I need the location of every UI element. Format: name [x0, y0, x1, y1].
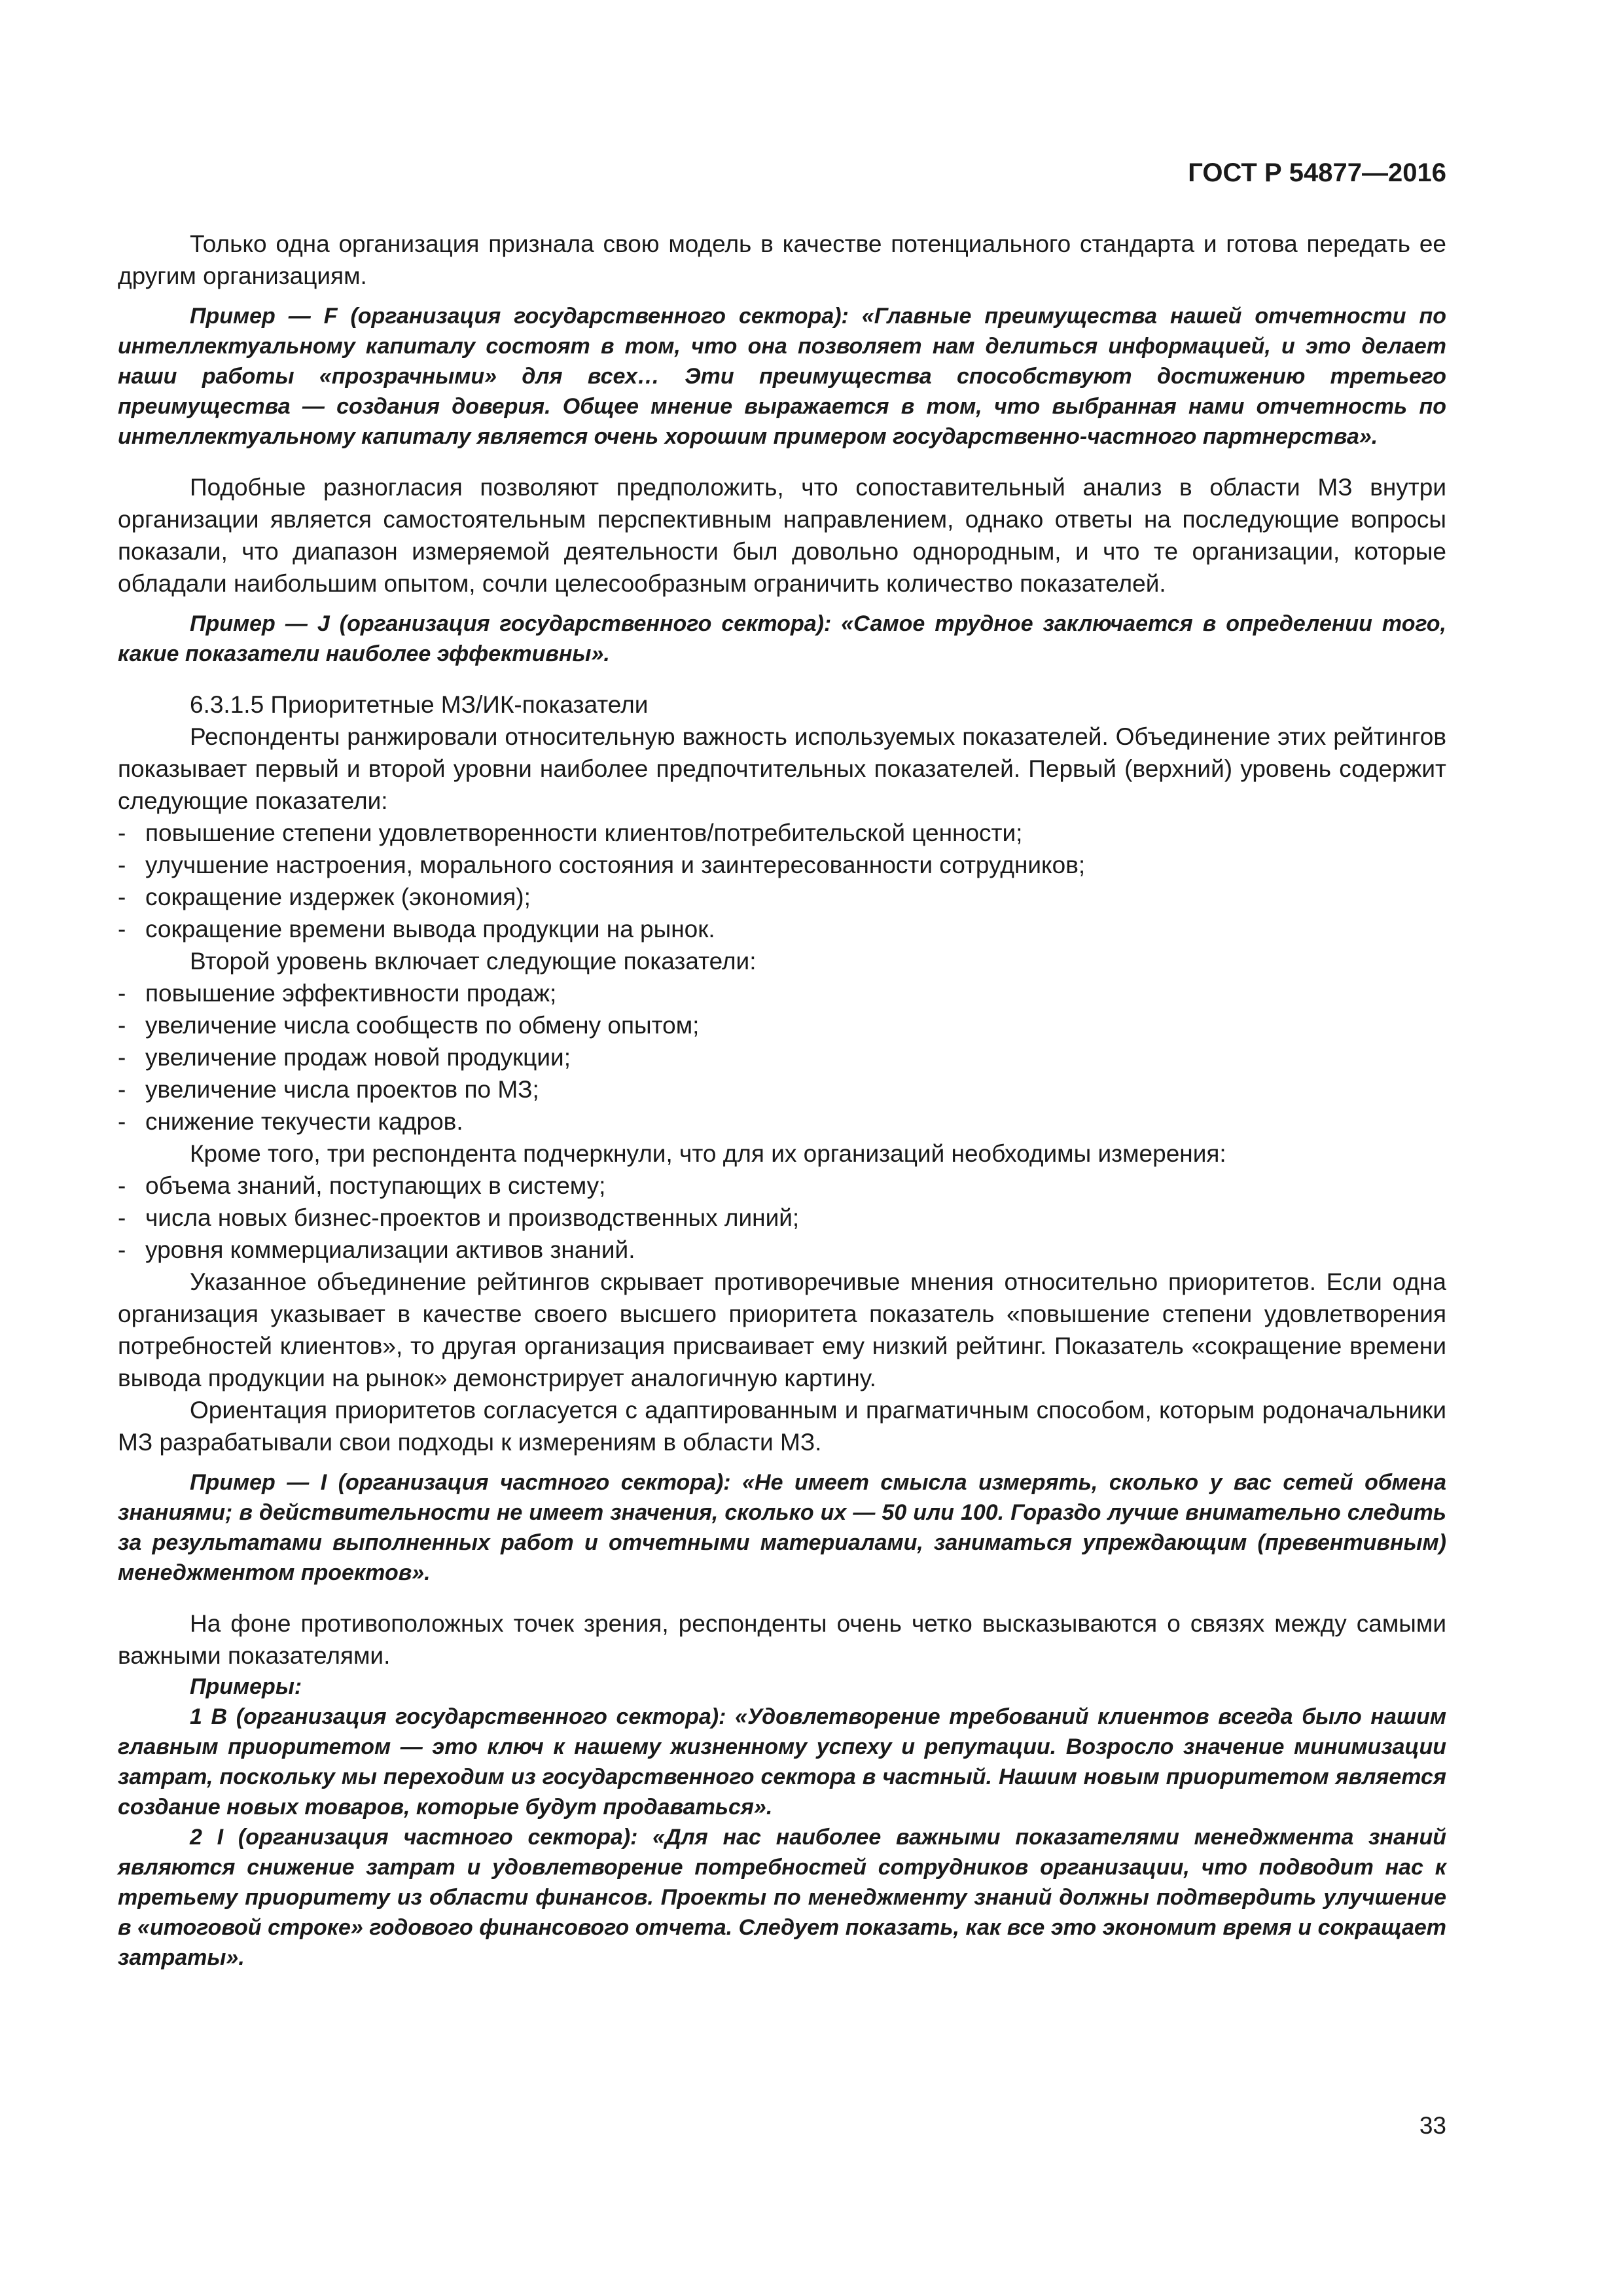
paragraph-5: Кроме того, три респондента подчеркнули, что для их организаций необходимы измерения:: [190, 1140, 1226, 1167]
example-f: Пример — F (организация государственного сектора): «Главные преимущества нашей отчетности по интеллектуальному капиталу состоят в том, что она позволяет нам делиться информацией, и это делает наши работы «прозрачными» для всех… Эти преимущества способствуют достижению третьего преимущества — создания доверия. Общее мнение выражается в том, что выбранная нами отчетность по интеллектуальному капиталу является очень хорошим примером государственно-частного партнерства».: [118, 304, 1446, 449]
list-item: - объема знаний, поступающих в систему;: [118, 1172, 606, 1199]
list-first-level: [118, 817, 1446, 945]
list-item: - повышение эффективности продаж;: [118, 980, 557, 1007]
list-second-level: [118, 977, 1446, 1138]
list-item: - улучшение настроения, морального состояния и заинтересованности сотрудников;: [118, 852, 1086, 878]
paragraph-7: Ориентация приоритетов согласуется с адаптированным и прагматичным способом, которым родоначальники МЗ разрабатывали свои подходы к измерениям в области МЗ.: [118, 1397, 1446, 1456]
paragraph-3: Респонденты ранжировали относительную важность используемых показателей. Объединение этих рейтингов показывает первый и второй уровни наиболее предпочтительных показателей. Первый (верхний) уровень содержит следующие показатели:: [118, 723, 1446, 814]
list-item: - увеличение продаж новой продукции;: [118, 1044, 571, 1071]
document-page: [118, 157, 1446, 1973]
paragraph-6: Указанное объединение рейтингов скрывает противоречивые мнения относительно приоритетов. Если одна организация указывает в качестве своего высшего приоритета показатель «повышение степени удовлетворения потребностей клиентов», то другая организация присваивает ему низкий рейтинг. Показатель «сокращение времени вывода продукции на рынок» демонстрирует аналогичную картину.: [118, 1268, 1446, 1391]
list-item: - увеличение числа сообществ по обмену опытом;: [118, 1012, 700, 1039]
list-item: - увеличение числа проектов по МЗ;: [118, 1076, 539, 1103]
list-item: - сокращение издержек (экономия);: [118, 884, 531, 910]
example-item-1: 1 B (организация государственного сектора): «Удовлетворение требований клиентов всегда было нашим главным приоритетом — это ключ к нашему жизненному успеху и репутации. Возросло значение минимизации затрат, поскольку мы переходим из государственного сектора в частный. Нашим новым приоритетом является создание новых товаров, которые будут продаваться».: [118, 1704, 1446, 1820]
example-j: Пример — J (организация государственного сектора): «Самое трудное заключается в определении того, какие показатели наиболее эффективны».: [118, 611, 1446, 666]
examples-title: Примеры:: [190, 1674, 302, 1699]
paragraph-8: На фоне противоположных точек зрения, респонденты очень четко высказываются о связях между самыми важными показателями.: [118, 1610, 1446, 1669]
paragraph-2: Подобные разногласия позволяют предположить, что сопоставительный анализ в области МЗ внутри организации является самостоятельным перспективным направлением, однако ответы на последующие вопросы показали, что диапазон измеряемой деятельности был довольно однородным, и что те организации, которые обладали наибольшим опытом, сочли целесообразным ограничить количество показателей.: [118, 474, 1446, 597]
list-item: - сокращение времени вывода продукции на рынок.: [118, 916, 715, 942]
page-number: 33: [1419, 2112, 1446, 2139]
list-measurements: [118, 1170, 1446, 1266]
list-item: - снижение текучести кадров.: [118, 1108, 463, 1135]
paragraph-1: Только одна организация признала свою модель в качестве потенциального стандарта и готова передать ее другим организациям.: [118, 230, 1446, 289]
example-item-2: 2 I (организация частного сектора): «Для нас наиболее важными показателями менеджмента знаний являются снижение затрат и удовлетворение потребностей сотрудников организации, что подводит нас к третьему приоритету из области финансов. Проекты по менеджменту знаний должны подтвердить улучшение в «итоговой строке» годового финансового отчета. Следует показать, как все это экономит время и сокращает затраты».: [118, 1825, 1446, 1970]
list-item: - повышение степени удовлетворенности клиентов/потребительской ценности;: [118, 819, 1023, 846]
paragraph-4: Второй уровень включает следующие показатели:: [190, 948, 757, 975]
example-i: Пример — I (организация частного сектора): «Не имеет смысла измерять, сколько у вас сетей обмена знаниями; в действительности не имеет значения, сколько их — 50 или 100. Гораздо лучше внимательно следить за результатами выполненных работ и отчетными материалами, заниматься упреждающим (превентивным) менеджментом проектов».: [118, 1470, 1446, 1585]
section-heading: 6.3.1.5 Приоритетные МЗ/ИК-показатели: [190, 691, 649, 718]
list-item: - числа новых бизнес-проектов и производственных линий;: [118, 1204, 800, 1231]
list-item: - уровня коммерциализации активов знаний.: [118, 1236, 635, 1263]
document-header: ГОСТ Р 54877—2016: [1188, 158, 1446, 187]
